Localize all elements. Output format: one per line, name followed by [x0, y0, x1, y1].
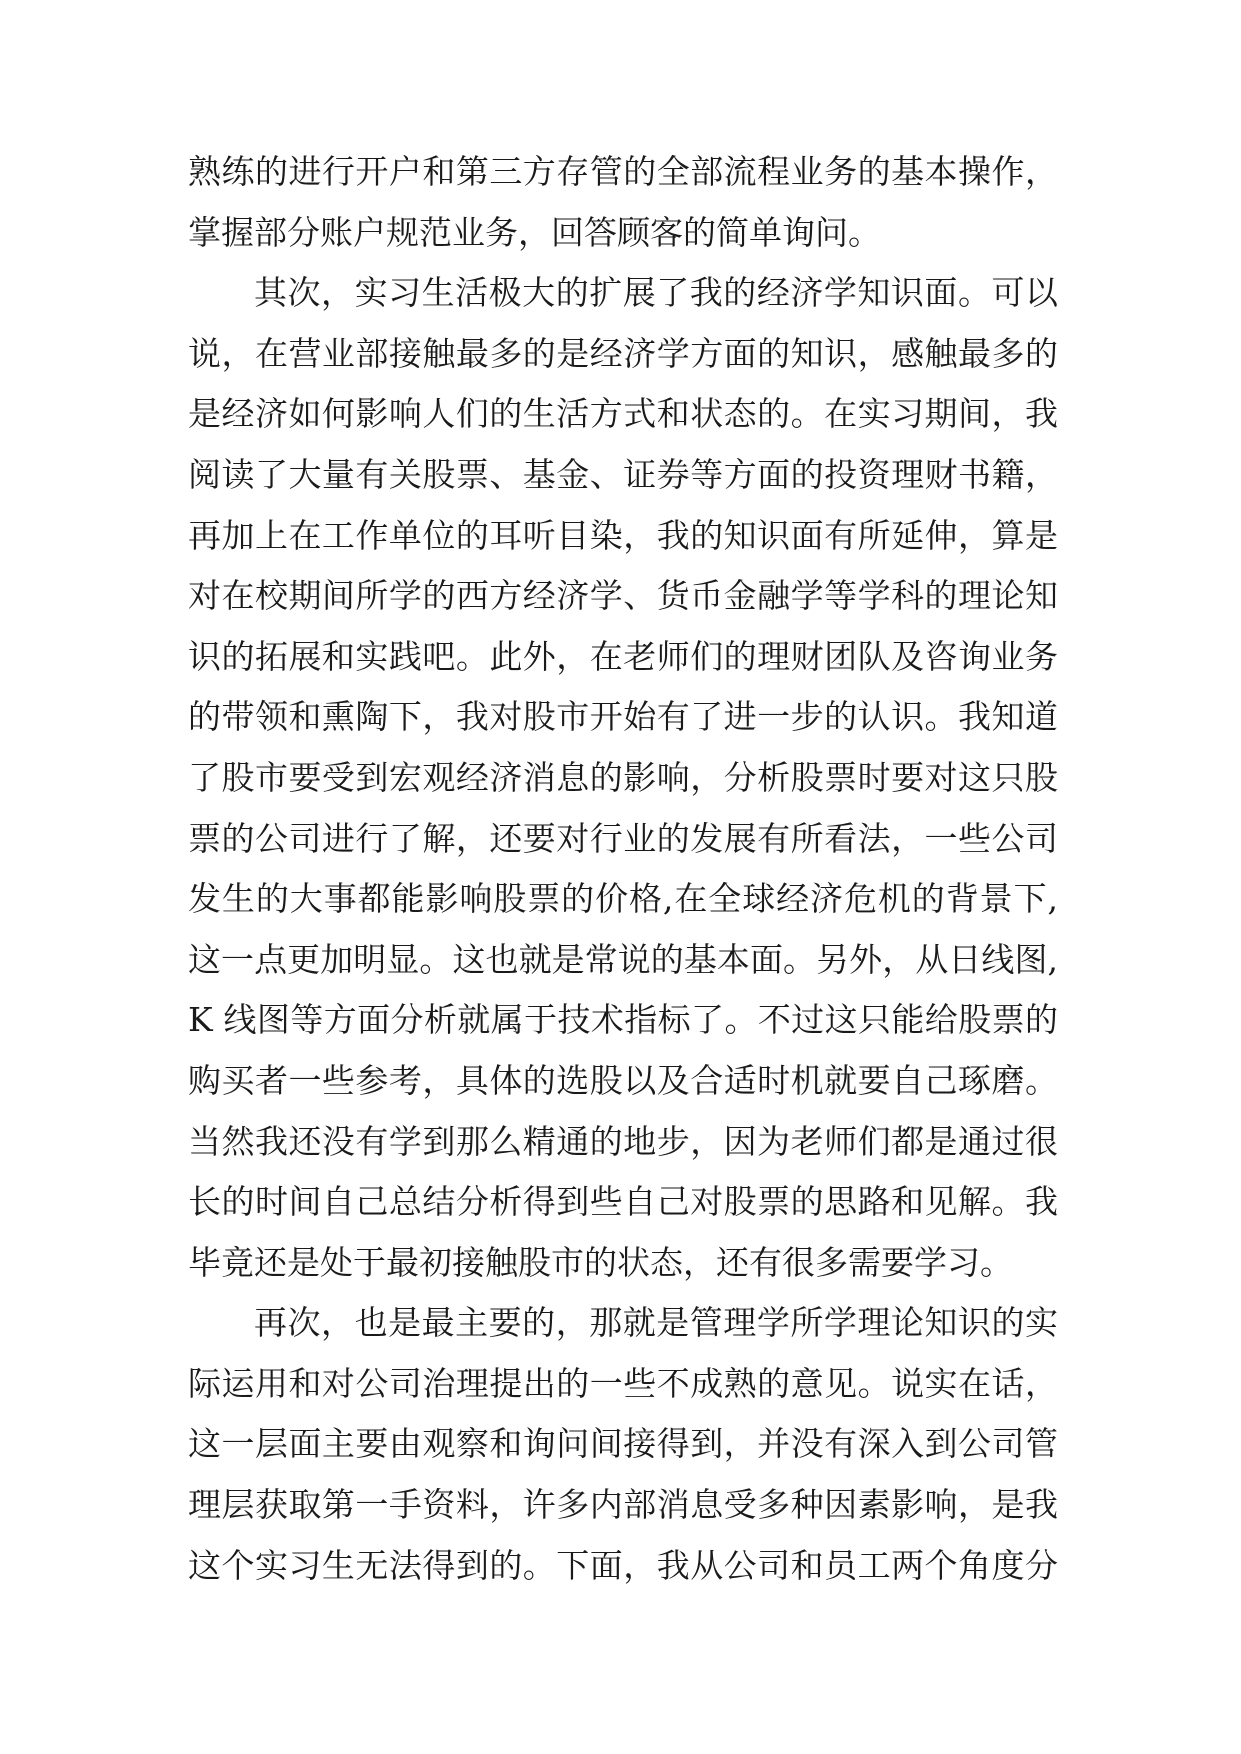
text-line: 毕竟还是处于最初接触股市的状态，还有很多需要学习。 — [188, 1242, 1013, 1282]
text-line: 际运用和对公司治理提出的一些不成熟的意见。说实在话， — [188, 1363, 1058, 1403]
text-line: 识的拓展和实践吧。此外，在老师们的理财团队及咨询业务 — [188, 636, 1058, 676]
text-line: 再加上在工作单位的耳听目染，我的知识面有所延伸，算是 — [188, 515, 1058, 555]
text-line: 这一层面主要由观察和询问间接得到，并没有深入到公司管 — [188, 1424, 1058, 1464]
text-line: 长的时间自己总结分析得到些自己对股票的思路和见解。我 — [188, 1182, 1058, 1222]
text-line: K 线图等方面分析就属于技术指标了。不过这只能给股票的 — [188, 1000, 1058, 1040]
text-line: 熟练的进行开户和第三方存管的全部流程业务的基本操作， — [188, 152, 1058, 191]
text-line: 的带领和熏陶下，我对股市开始有了进一步的认识。我知道 — [188, 697, 1058, 737]
text-line: 阅读了大量有关股票、基金、证券等方面的投资理财书籍， — [188, 454, 1058, 494]
text-line: 购买者一些参考，具体的选股以及合适时机就要自己琢磨。 — [188, 1060, 1058, 1100]
text-line: 理层获取第一手资料，许多内部消息受多种因素影响，是我 — [188, 1485, 1058, 1525]
text-line: 发生的大事都能影响股票的价格,在全球经济危机的背景下, — [188, 879, 1058, 919]
text-line: 这一点更加明显。这也就是常说的基本面。另外，从日线图, — [188, 939, 1058, 979]
text-line: 掌握部分账户规范业务，回答顾客的简单询问。 — [188, 212, 881, 252]
text-line: 说，在营业部接触最多的是经济学方面的知识，感触最多的 — [188, 333, 1058, 373]
text-line: 了股市要受到宏观经济消息的影响，分析股票时要对这只股 — [188, 757, 1058, 797]
paragraph-first-line: 再次，也是最主要的，那就是管理学所学理论知识的实 — [254, 1303, 1058, 1343]
text-line: 这个实习生无法得到的。下面，我从公司和员工两个角度分 — [188, 1545, 1058, 1585]
text-line: 是经济如何影响人们的生活方式和状态的。在实习期间，我 — [188, 394, 1058, 434]
text-line: 当然我还没有学到那么精通的地步，因为老师们都是通过很 — [188, 1121, 1058, 1161]
paragraph-first-line: 其次，实习生活极大的扩展了我的经济学知识面。可以 — [254, 273, 1058, 313]
text-line: 票的公司进行了解，还要对行业的发展有所看法，一些公司 — [188, 818, 1058, 858]
body-text — [188, 142, 1058, 1596]
text-line: 对在校期间所学的西方经济学、货币金融学等学科的理论知 — [188, 576, 1058, 616]
